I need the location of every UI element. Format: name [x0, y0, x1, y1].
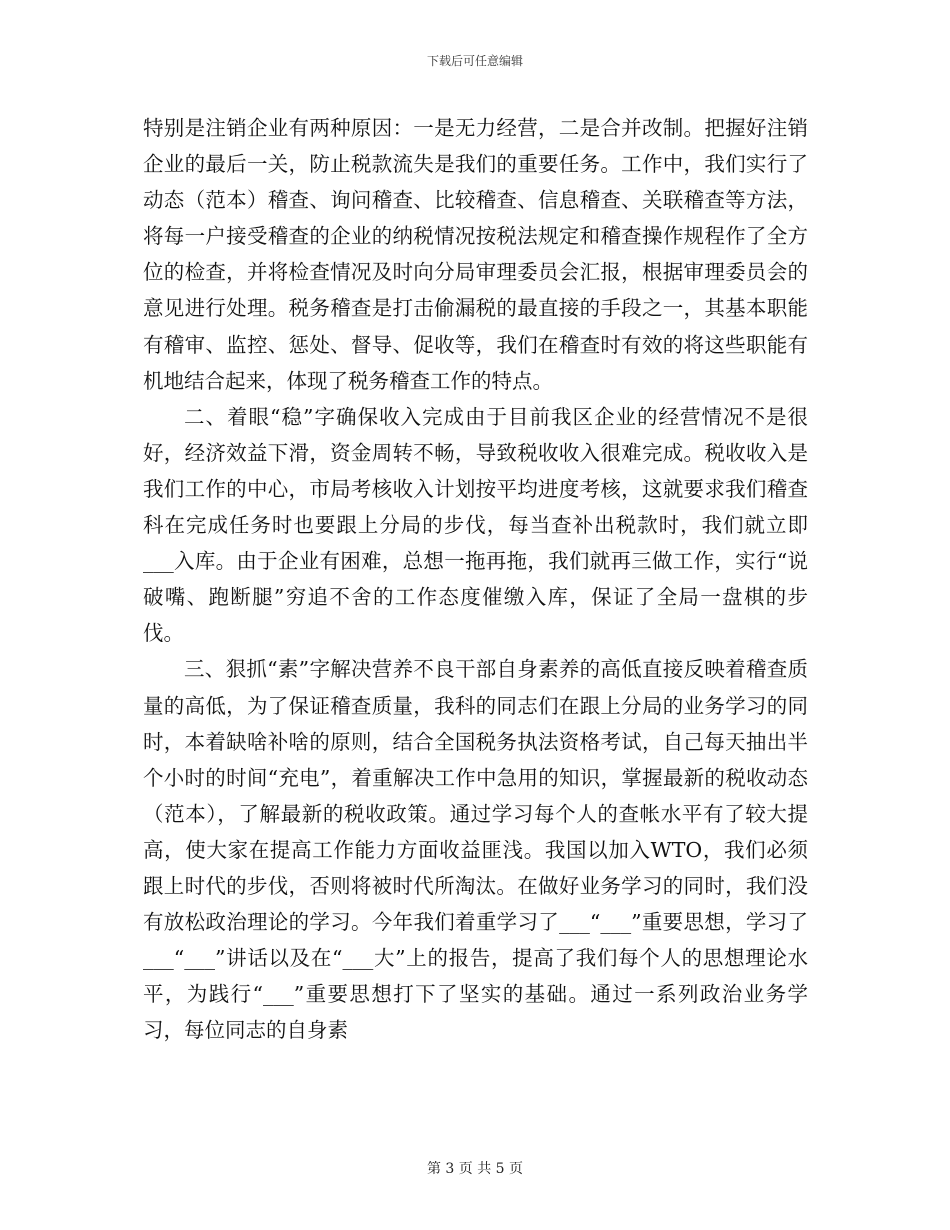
document-body: [143, 110, 808, 1048]
paragraph-2: 二、着眼“稳”字确保收入完成由于目前我区企业的经营情况不是很好，经济效益下滑，资金周转不畅，导致税收收入很难完成。税收收入是我们工作的中心，市局考核收入计划按平均进度考核，这就要求我们稽查科在完成任务时也要跟上分局的步伐，每当查补出税款时，我们就立即___入库。由于企业有困难，总想一拖再拖，我们就再三做工作，实行“说破嘴、跑断腿”穷追不舍的工作态度催缴入库，保证了全局一盘棋的步伐。: [143, 404, 808, 646]
paragraph-1: 特别是注销企业有两种原因：一是无力经营，二是合并改制。把握好注销企业的最后一关，防止税款流失是我们的重要任务。工作中，我们实行了动态（范本）稽查、询问稽查、比较稽查、信息稽查、关联稽查等方法，将每一户接受稽查的企业的纳税情况按税法规定和稽查操作规程作了全方位的检查，并将检查情况及时向分局审理委员会汇报，根据审理委员会的意见进行处理。税务稽查是打击偷漏税的最直接的手段之一，其基本职能有稽审、监控、惩处、督导、促收等，我们在稽查时有效的将这些职能有机地结合起来，体现了税务稽查工作的特点。: [143, 116, 808, 393]
paragraph-3: 三、狠抓“素”字解决营养不良干部自身素养的高低直接反映着稽查质量的高低，为了保证稽查质量，我科的同志们在跟上分局的业务学习的同时，本着缺啥补啥的原则，结合全国税务执法资格考试，自己每天抽出半个小时的时间“充电”，着重解决工作中急用的知识，掌握最新的税收动态（范本），了解最新的税收政策。通过学习每个人的查帐水平有了较大提高，使大家在提高工作能力方面收益匪浅。我国以加入WTO，我们必须跟上时代的步伐，否则将被时代所淘汰。在做好业务学习的同时，我们没有放松政治理论的学习。今年我们着重学习了___“___”重要思想，学习了___“___”讲话以及在“___大”上的报告，提高了我们每个人的思想理论水平，为践行“___”重要思想打下了坚实的基础。通过一系列政治业务学习，每位同志的自身素: [143, 657, 808, 1043]
page-header: 下载后可任意编辑: [426, 54, 523, 68]
page-number: 第 3 页 共 5 页: [426, 1161, 524, 1177]
